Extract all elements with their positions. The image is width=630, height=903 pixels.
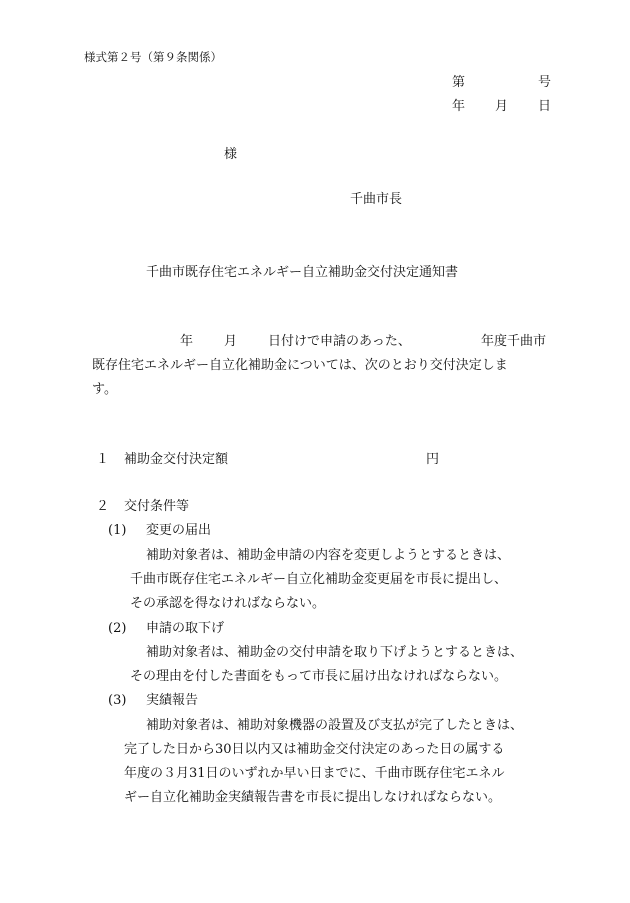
recipient-honorific: 様 [224, 147, 238, 162]
item-2-heading: 申請の取下げ [146, 621, 225, 636]
date-year: 年 [452, 99, 466, 114]
item-3-line: ギー自立化補助金実績報告書を市長に提出しなければならない。 [124, 790, 502, 805]
form-number: 様式第２号（第９条関係） [84, 50, 222, 64]
item-2-number: (2) [108, 621, 127, 636]
section-1-unit: 円 [426, 452, 440, 467]
body-applied: 日付けで申請のあった、 [268, 334, 411, 349]
body-year: 年 [180, 334, 194, 349]
date-month: 月 [495, 99, 509, 114]
document-number-suffix: 号 [538, 75, 552, 90]
item-1-line: 千曲市既存住宅エネルギー自立化補助金変更届を市長に提出し、 [130, 572, 508, 587]
item-3-line: 補助対象者は、補助対象機器の設置及び支払が完了したときは、 [146, 718, 524, 733]
item-2-line: その理由を付した書面をもって市長に届け出なければならない。 [130, 669, 508, 684]
body-line-2: 既存住宅エネルギー自立化補助金については、次のとおり交付決定しま [92, 358, 508, 373]
item-1-number: (1) [108, 523, 127, 538]
item-3-line: 完了した日から30日以内又は補助金交付決定のあった日の属する [124, 742, 505, 757]
item-3-line: 年度の３月31日のいずれか早い日までに、千曲市既存住宅エネル [124, 766, 505, 781]
section-2-number: ２ [96, 499, 110, 514]
section-2-label: 交付条件等 [124, 499, 190, 514]
body-line-3: す。 [92, 382, 117, 397]
body-month: 月 [224, 334, 238, 349]
item-3-heading: 実績報告 [146, 693, 199, 708]
date-day: 日 [538, 99, 552, 114]
section-1-number: １ [96, 452, 110, 467]
document-title: 千曲市既存住宅エネルギー自立補助金交付決定通知書 [146, 265, 459, 280]
item-1-line: 補助対象者は、補助金申請の内容を変更しようとするときは、 [146, 548, 511, 563]
document-number-prefix: 第 [452, 75, 466, 90]
item-2-line: 補助対象者は、補助金の交付申請を取り下げようとするときは、 [146, 645, 524, 660]
section-1-label: 補助金交付決定額 [124, 452, 229, 467]
item-3-number: (3) [108, 693, 127, 708]
item-1-line: その承認を得なければならない。 [130, 596, 326, 611]
item-1-heading: 変更の届出 [146, 523, 212, 538]
body-fiscal-year: 年度千曲市 [481, 334, 547, 349]
sender-name: 千曲市長 [350, 192, 403, 207]
